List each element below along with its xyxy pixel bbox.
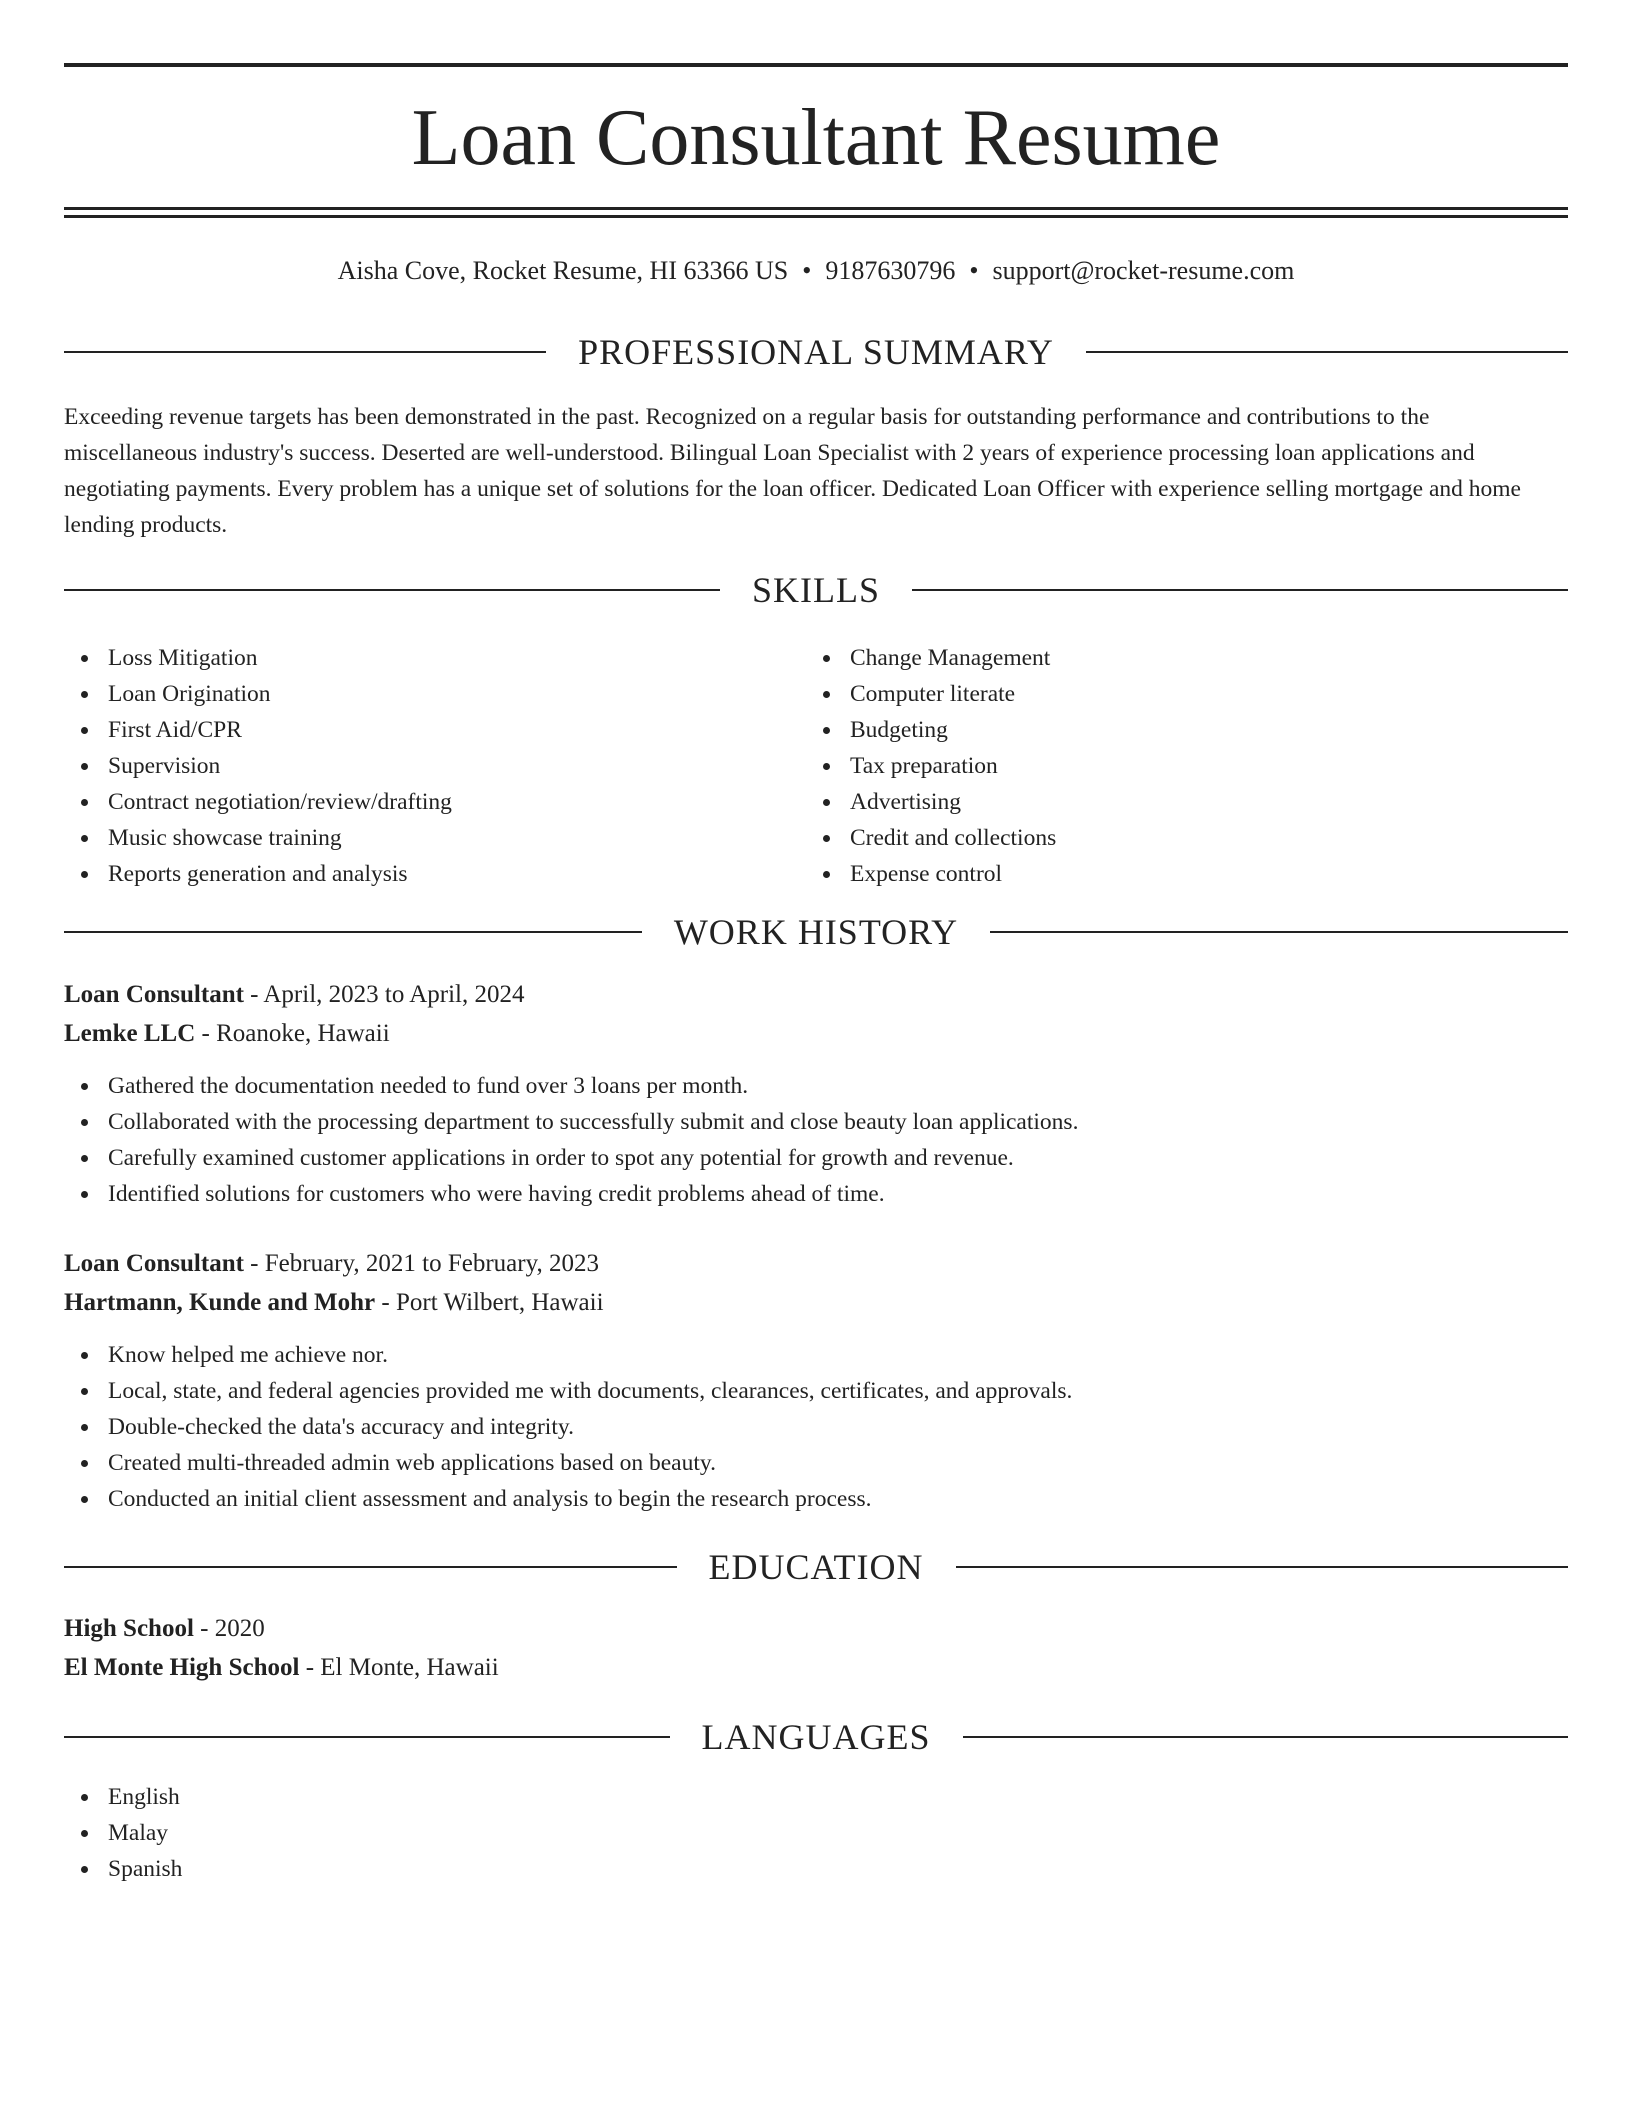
- heading-rule: [990, 931, 1568, 933]
- language-item: Spanish: [64, 1851, 182, 1887]
- job-duties-list: [64, 1337, 1072, 1517]
- skill-item: Budgeting: [806, 712, 1056, 748]
- summary-text: Exceeding revenue targets has been demonstrated in the past. Recognized on a regular basis for outstanding performance and contributions to the miscellaneous industry's success. Deserted are well-understood. Bilingual Loan Specialist with 2 years of experience processing loan applications and negotiating payments. Every problem has a unique set of solutions for the loan officer. Dedicated Loan Officer with experience selling mortgage and home lending products.: [64, 404, 1521, 538]
- section-heading-summary: [64, 330, 1568, 374]
- heading-rule: [912, 589, 1568, 591]
- contact-line: [64, 254, 1568, 288]
- job-title-line: [64, 1244, 599, 1284]
- skill-item: Reports generation and analysis: [64, 856, 452, 892]
- skills-list-right: [806, 640, 1056, 892]
- skill-item: Change Management: [806, 640, 1056, 676]
- heading-rule: [64, 1736, 670, 1738]
- contact-separator: •: [969, 256, 979, 285]
- job-company-line: [64, 1283, 604, 1323]
- job-location: - Port Wilbert, Hawaii: [375, 1289, 604, 1316]
- section-heading-languages: [64, 1715, 1568, 1759]
- job-company: Hartmann, Kunde and Mohr: [64, 1289, 376, 1316]
- section-title: WORK HISTORY: [673, 912, 959, 952]
- skill-item: Loss Mitigation: [64, 640, 452, 676]
- education-degree-line: [64, 1609, 265, 1649]
- language-item: Malay: [64, 1815, 182, 1851]
- skill-item: Tax preparation: [806, 748, 1056, 784]
- heading-rule: [64, 931, 642, 933]
- languages-list: [64, 1779, 182, 1887]
- job-duty: Local, state, and federal agencies provided me with documents, clearances, certificates, and approvals.: [64, 1373, 1072, 1409]
- section-heading-skills: [64, 568, 1568, 612]
- job-duty: Identified solutions for customers who were having credit problems ahead of time.: [64, 1176, 1078, 1212]
- job-duty: Created multi-threaded admin web applications based on beauty.: [64, 1445, 1072, 1481]
- job-dates: - February, 2021 to February, 2023: [243, 1250, 599, 1277]
- top-rule: [64, 63, 1568, 67]
- job-duty: Double-checked the data's accuracy and integrity.: [64, 1409, 1072, 1445]
- job-title-line: [64, 975, 524, 1015]
- contact-separator: •: [802, 256, 812, 285]
- skill-item: Music showcase training: [64, 820, 452, 856]
- skill-item: Credit and collections: [806, 820, 1056, 856]
- job-location: - Roanoke, Hawaii: [195, 1020, 390, 1047]
- skill-item: Expense control: [806, 856, 1056, 892]
- education-school: El Monte High School: [64, 1654, 300, 1681]
- contact-address: Aisha Cove, Rocket Resume, HI 63366 US: [337, 256, 789, 285]
- section-title: LANGUAGES: [701, 1717, 931, 1757]
- heading-rule: [64, 1566, 677, 1568]
- section-title: EDUCATION: [708, 1547, 924, 1587]
- heading-rule: [963, 1736, 1569, 1738]
- job-duty: Collaborated with the processing department to successfully submit and close beauty loan applications.: [64, 1104, 1078, 1140]
- language-item: English: [64, 1779, 182, 1815]
- education-degree: High School: [64, 1615, 194, 1642]
- education-location: - El Monte, Hawaii: [299, 1654, 499, 1681]
- job-duty: Know helped me achieve nor.: [64, 1337, 1072, 1373]
- skill-item: First Aid/CPR: [64, 712, 452, 748]
- job-company: Lemke LLC: [64, 1020, 196, 1047]
- skill-item: Computer literate: [806, 676, 1056, 712]
- job-duties-list: [64, 1068, 1078, 1212]
- section-title: PROFESSIONAL SUMMARY: [578, 332, 1054, 372]
- skill-item: Loan Origination: [64, 676, 452, 712]
- job-duty: Carefully examined customer applications in order to spot any potential for growth and revenue.: [64, 1140, 1078, 1176]
- skill-item: Supervision: [64, 748, 452, 784]
- skill-item: Contract negotiation/review/drafting: [64, 784, 452, 820]
- skills-list-left: [64, 640, 452, 892]
- heading-rule: [64, 351, 546, 353]
- heading-rule: [956, 1566, 1569, 1568]
- education-year: - 2020: [193, 1615, 265, 1642]
- section-title: SKILLS: [752, 570, 881, 610]
- section-heading-education: [64, 1545, 1568, 1589]
- resume-title: Loan Consultant Resume: [411, 94, 1221, 182]
- section-heading-work: [64, 910, 1568, 954]
- contact-phone: 9187630796: [825, 256, 956, 285]
- title-double-rule: [64, 207, 1568, 218]
- skill-item: Advertising: [806, 784, 1056, 820]
- job-duty: Conducted an initial client assessment and analysis to begin the research process.: [64, 1481, 1072, 1517]
- job-company-line: [64, 1014, 390, 1054]
- job-dates: - April, 2023 to April, 2024: [243, 981, 525, 1008]
- heading-rule: [64, 589, 720, 591]
- education-school-line: [64, 1648, 499, 1688]
- contact-email[interactable]: support@rocket-resume.com: [992, 256, 1295, 285]
- heading-rule: [1086, 351, 1568, 353]
- job-duty: Gathered the documentation needed to fund over 3 loans per month.: [64, 1068, 1078, 1104]
- job-title: Loan Consultant: [64, 981, 244, 1008]
- job-title: Loan Consultant: [64, 1250, 244, 1277]
